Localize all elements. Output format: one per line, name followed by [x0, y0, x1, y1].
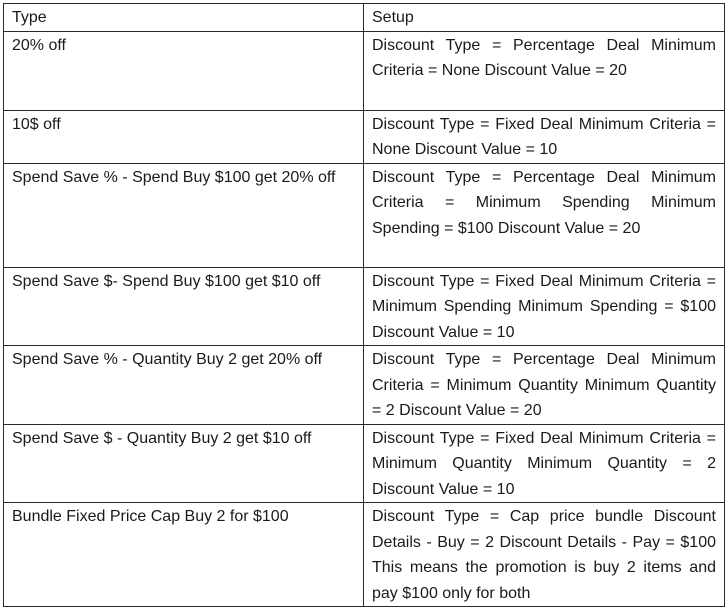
type-cell: Spend Save % - Spend Buy $100 get 20% off — [4, 163, 364, 267]
setup-cell: Discount Type = Percentage Deal Minimum Criteria = None Discount Value = 20 — [364, 31, 725, 110]
type-cell: Spend Save $- Spend Buy $100 get $10 off — [4, 267, 364, 346]
header-row — [4, 4, 725, 32]
type-cell: Spend Save % - Quantity Buy 2 get 20% off — [4, 346, 364, 425]
type-cell: Bundle Fixed Price Cap Buy 2 for $100 — [4, 503, 364, 607]
type-cell: 10$ off — [4, 110, 364, 163]
setup-cell: Discount Type = Fixed Deal Minimum Criteria = Minimum Quantity Minimum Quantity = 2 Discount Value = 10 — [364, 424, 725, 503]
setup-cell: Discount Type = Fixed Deal Minimum Criteria = Minimum Spending Minimum Spending = $100 Discount Value = 10 — [364, 267, 725, 346]
table-row — [4, 346, 725, 425]
table-row — [4, 110, 725, 163]
table-row — [4, 267, 725, 346]
table-row — [4, 31, 725, 110]
setup-cell: Discount Type = Cap price bundle Discount Details - Buy = 2 Discount Details - Pay = $100 This means the promotion is buy 2 items and pay $100 only for both — [364, 503, 725, 607]
setup-cell: Discount Type = Fixed Deal Minimum Criteria = None Discount Value = 10 — [364, 110, 725, 163]
deal-setup-table — [3, 3, 725, 607]
type-cell: Spend Save $ - Quantity Buy 2 get $10 off — [4, 424, 364, 503]
table-row — [4, 503, 725, 607]
setup-cell: Discount Type = Percentage Deal Minimum Criteria = Minimum Spending Minimum Spending = $100 Discount Value = 20 — [364, 163, 725, 267]
table-row — [4, 424, 725, 503]
header-type: Type — [4, 4, 364, 32]
type-cell: 20% off — [4, 31, 364, 110]
header-setup: Setup — [364, 4, 725, 32]
table-row — [4, 163, 725, 267]
setup-cell: Discount Type = Percentage Deal Minimum Criteria = Minimum Quantity Minimum Quantity = 2 Discount Value = 20 — [364, 346, 725, 425]
